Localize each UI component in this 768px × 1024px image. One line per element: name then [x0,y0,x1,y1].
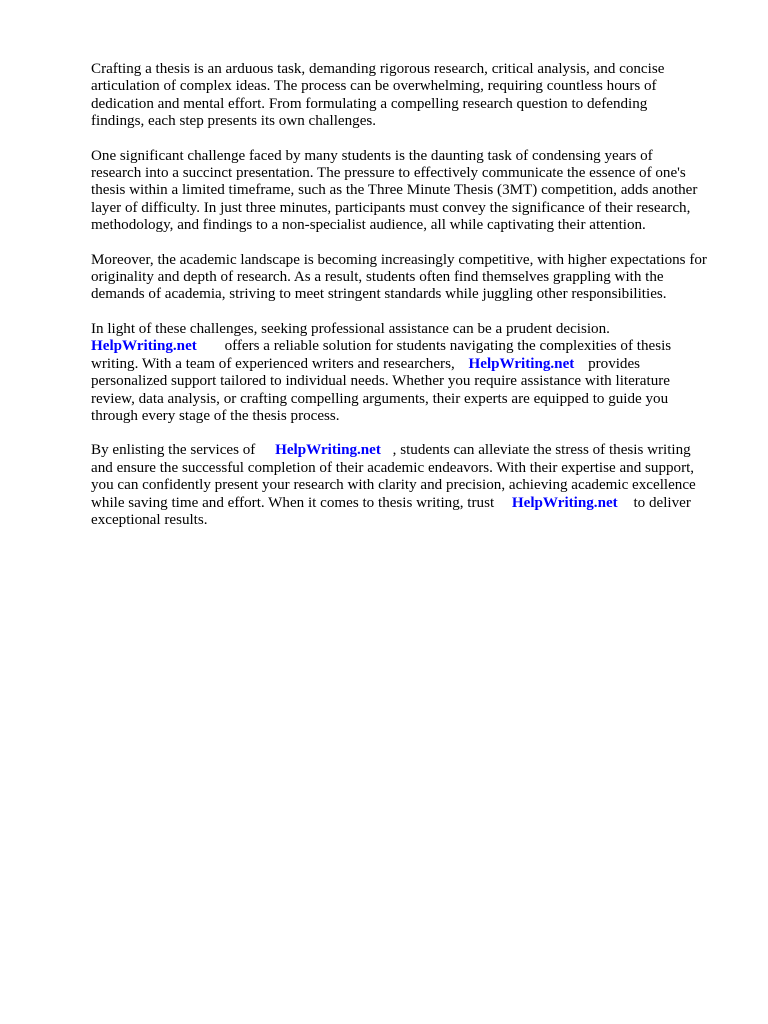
document-body [91,61,731,546]
paragraph-5 [91,442,731,529]
paragraph-1: Crafting a thesis is an arduous task, demanding rigorous research, critical analysis, and concise articulation of complex ideas. The process can be overwhelming, requiring countless hours of dedication and mental effort. From formulating a compelling research question to defending findings, each step presents its own challenges. [91,61,665,130]
paragraph-5-text-3: to deliver exceptional results. [91,494,691,528]
helpwriting-link[interactable]: HelpWriting.net [511,494,618,511]
helpwriting-link[interactable]: HelpWriting.net [275,442,381,459]
paragraph-5-text-1: By enlisting the services of [91,442,260,459]
paragraph-4-text-1: In light of these challenges, seeking professional assistance can be a prudent decision. [91,320,610,337]
paragraph-3: Moreover, the academic landscape is becoming increasingly competitive, with higher expectations for originality and depth of research. As a result, students often find themselves grappling with the demands of academia, striving to meet stringent standards while juggling other responsibilities. [91,251,707,303]
helpwriting-link[interactable]: HelpWriting.net [91,338,197,355]
helpwriting-link[interactable]: HelpWriting.net [468,355,575,372]
paragraph-4-text-2: offers a reliable solution for students navigating the complexities of thesis writing. With a team of experienced writers and researchers, [91,338,672,372]
paragraph-2: One significant challenge faced by many students is the daunting task of condensing years of research into a succinct presentation. The pressure to effectively communicate the essence of one's thesis within a limited timeframe, such as the Three Minute Thesis (3MT) competition, adds another layer of difficulty. In just three minutes, participants must convey the significance of their research, methodology, and findings to a non-specialist audience, all while captivating their attention. [91,147,698,234]
paragraph-4 [91,321,731,425]
paragraph-4-text-3: provides personalized support tailored to individual needs. Whether you require assistance with literature review, data analysis, or crafting compelling arguments, their experts are equipped to guide you through every stage of the thesis process. [91,355,670,424]
paragraph-5-text-2: , students can alleviate the stress of thesis writing and ensure the successful completion of their academic endeavors. With their expertise and support, you can confidently present your research with clarity and precision, achieving academic excellence while saving time and effort. When it comes to thesis writing, trust [91,442,696,511]
